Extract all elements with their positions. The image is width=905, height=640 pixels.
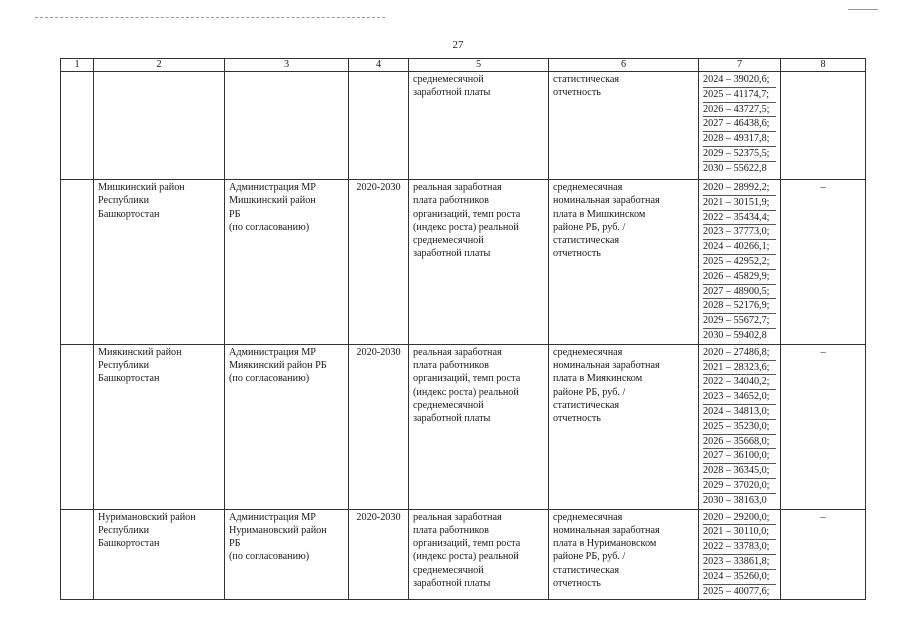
row-index-cell (61, 180, 94, 345)
row-index-cell (61, 344, 94, 509)
values-cell (699, 72, 781, 180)
year-value: 2024 – 35260,0; (703, 570, 776, 585)
year-value: 2029 – 55672,7; (703, 314, 776, 329)
row-index-cell (61, 72, 94, 180)
year-value: 2024 – 40266,1; (703, 240, 776, 255)
note-cell: – (781, 509, 866, 600)
period-cell: 2020-2030 (349, 180, 409, 345)
year-value: 2030 – 59402,8 (703, 329, 767, 341)
note-cell: – (781, 180, 866, 345)
year-value: 2022 – 33783,0; (703, 540, 776, 555)
unit-source-cell: среднемесячная номинальная заработная плата в Нуримановском районе РБ, руб. / статистическая отчетность (549, 509, 699, 600)
year-value: 2029 – 52375,5; (703, 147, 776, 162)
column-number: 3 (225, 59, 349, 72)
territory-cell: Нуримановский район Республики Башкортостан (94, 509, 225, 600)
year-value: 2026 – 35668,0; (703, 435, 776, 450)
year-value: 2028 – 36345,0; (703, 464, 776, 479)
administration-cell: Администрация МР Миякинский район РБ (по согласованию) (225, 344, 349, 509)
territory-cell (94, 72, 225, 180)
year-value: 2020 – 28992,2; (703, 181, 776, 196)
column-number: 7 (699, 59, 781, 72)
column-number: 4 (349, 59, 409, 72)
administration-cell: Администрация МР Мишкинский район РБ (по согласованию) (225, 180, 349, 345)
unit-source-cell: среднемесячная номинальная заработная плата в Миякинском районе РБ, руб. / статистическая отчетность (549, 344, 699, 509)
year-value: 2021 – 30151,9; (703, 196, 776, 211)
indicator-cell: реальная заработная плата работников организаций, темп роста (индекс роста) реальной среднемесячной заработной платы (409, 344, 549, 509)
indicator-cell: реальная заработная плата работников организаций, темп роста (индекс роста) реальной среднемесячной заработной платы (409, 180, 549, 345)
column-number: 5 (409, 59, 549, 72)
column-number: 6 (549, 59, 699, 72)
year-value: 2021 – 28323,6; (703, 361, 776, 376)
indicator-cell: среднемесячной заработной платы (409, 72, 549, 180)
year-value: 2020 – 29200,0; (703, 511, 776, 526)
indicator-cell: реальная заработная плата работников организаций, темп роста (индекс роста) реальной среднемесячной заработной платы (409, 509, 549, 600)
year-value: 2024 – 34813,0; (703, 405, 776, 420)
year-value: 2023 – 34652,0; (703, 390, 776, 405)
year-value: 2020 – 27486,8; (703, 346, 776, 361)
year-value: 2021 – 30110,0; (703, 525, 776, 540)
year-value: 2027 – 46438,6; (703, 117, 776, 132)
column-number: 2 (94, 59, 225, 72)
values-cell (699, 344, 781, 509)
year-value: 2027 – 48900,5; (703, 285, 776, 300)
scan-artifact-line (35, 17, 385, 18)
table-row (61, 180, 866, 345)
year-value: 2024 – 39020,6; (703, 73, 776, 88)
page-number: 27 (452, 39, 464, 51)
values-cell (699, 509, 781, 600)
year-value: 2030 – 55622,8 (703, 162, 767, 174)
year-value: 2025 – 35230,0; (703, 420, 776, 435)
column-number: 1 (61, 59, 94, 72)
year-value: 2023 – 33861,8; (703, 555, 776, 570)
row-index-cell (61, 509, 94, 600)
column-number-row (61, 59, 866, 72)
values-cell (699, 180, 781, 345)
year-value: 2023 – 37773,0; (703, 225, 776, 240)
note-cell: – (781, 344, 866, 509)
year-value: 2026 – 43727,5; (703, 103, 776, 118)
year-value: 2028 – 52176,9; (703, 299, 776, 314)
administration-cell: Администрация МР Нуримановский район РБ (по согласованию) (225, 509, 349, 600)
table-row (61, 344, 866, 509)
year-value: 2022 – 35434,4; (703, 211, 776, 226)
year-value: 2025 – 41174,7; (703, 88, 776, 103)
scan-artifact-line (848, 9, 878, 10)
unit-source-cell: статистическая отчетность (549, 72, 699, 180)
year-value: 2025 – 40077,6; (703, 585, 770, 597)
year-value: 2022 – 34040,2; (703, 375, 776, 390)
territory-cell: Мишкинский район Республики Башкортостан (94, 180, 225, 345)
table-row (61, 509, 866, 600)
year-value: 2028 – 49317,8; (703, 132, 776, 147)
column-number: 8 (781, 59, 866, 72)
period-cell: 2020-2030 (349, 344, 409, 509)
period-cell: 2020-2030 (349, 509, 409, 600)
year-value: 2026 – 45829,9; (703, 270, 776, 285)
year-value: 2027 – 36100,0; (703, 449, 776, 464)
year-value: 2025 – 42952,2; (703, 255, 776, 270)
territory-cell: Миякинский район Республики Башкортостан (94, 344, 225, 509)
year-value: 2029 – 37020,0; (703, 479, 776, 494)
table-row (61, 72, 866, 180)
period-cell (349, 72, 409, 180)
note-cell (781, 72, 866, 180)
plan-table (60, 58, 866, 600)
unit-source-cell: среднемесячная номинальная заработная плата в Мишкинском районе РБ, руб. / статистическая отчетность (549, 180, 699, 345)
administration-cell (225, 72, 349, 180)
year-value: 2030 – 38163,0 (703, 494, 767, 506)
